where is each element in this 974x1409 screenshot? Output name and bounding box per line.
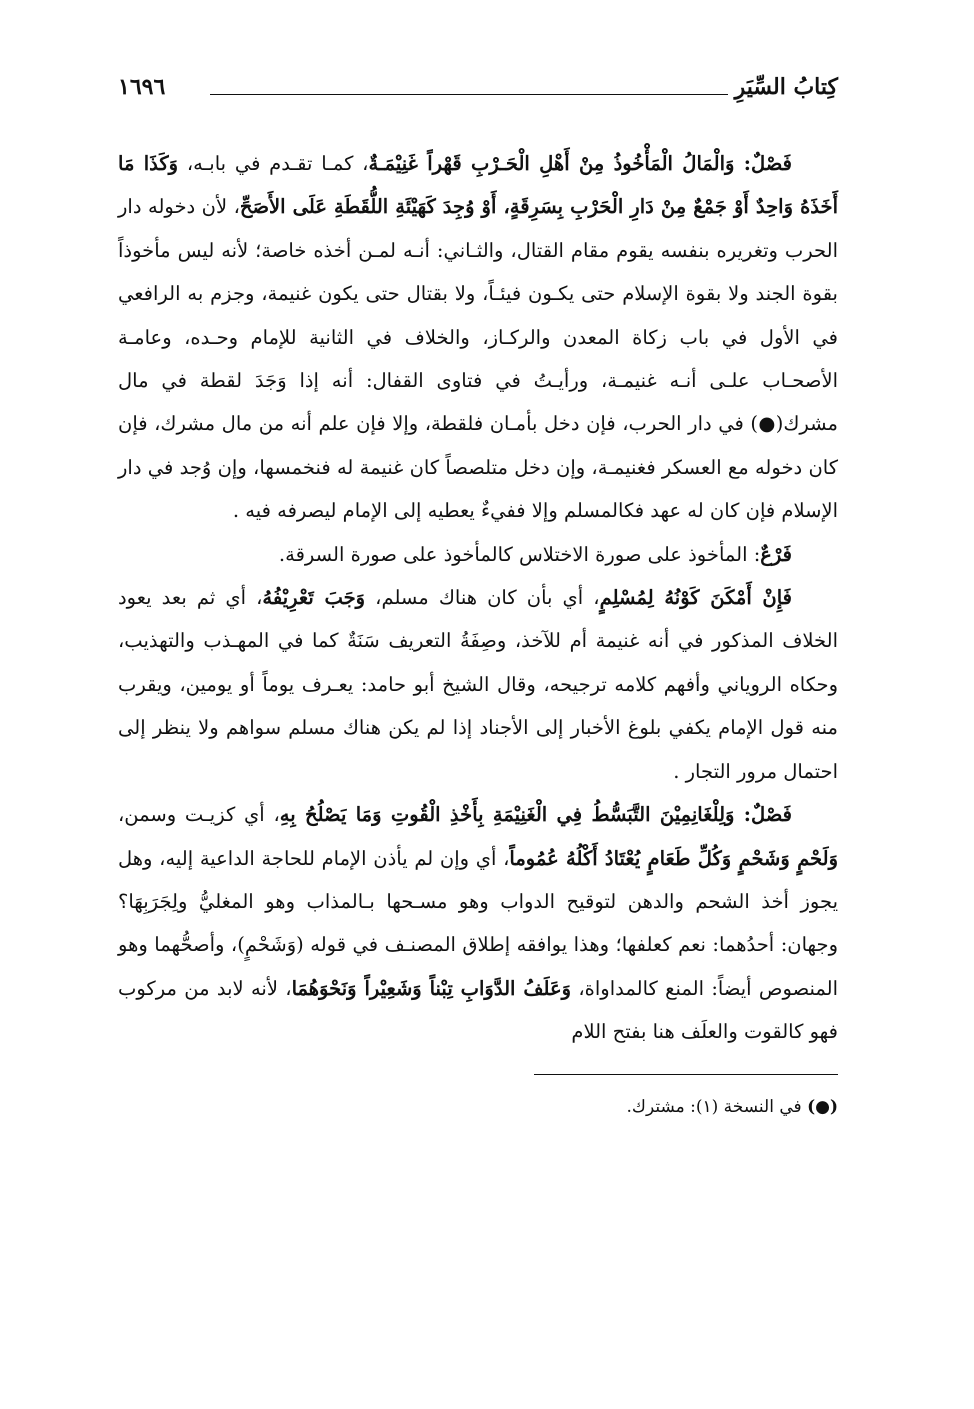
footnote bbox=[118, 1093, 838, 1121]
footnote-marker: (●) bbox=[807, 1096, 838, 1117]
running-header bbox=[118, 60, 838, 106]
bold-segment: فَصْلٌ: وَالْمَالُ الْمَأْخُوذُ مِنْ أَهْلِ الْحَـرْبِ قَهْراً غَنِيْمَـةٌ bbox=[368, 152, 792, 175]
text-segment: : المأخوذ على صورة الاختلاس كالمأخوذ على صورة السرقة. bbox=[278, 542, 761, 566]
bold-segment: وَجَبَ تَعْرِيْفُهُ bbox=[262, 586, 366, 610]
bold-segment: وَلَحْمٍ وَشَحْمٍ وَكُلِّ طَعَامٍ يُعْتَادُ أَكْلُهُ عُمُوماً bbox=[509, 846, 838, 870]
page-number: ١٦٩٦ bbox=[118, 74, 166, 100]
body-text bbox=[118, 142, 838, 1054]
footnote-rule bbox=[534, 1074, 838, 1075]
bold-segment: وَكَذَا مَا أَخَذَهُ وَاحِدٌ أَوْ جَمْعٌ مِنْ دَارِ الْحَرْبِ بِسَرِقَةٍ، أَوْ وُجِدَ كَهَيْئَةِ اللُّقَطَةِ عَلَى الأَصَحِّ bbox=[118, 152, 839, 219]
header-rule bbox=[210, 94, 728, 95]
bold-segment: فَصْلٌ: وَلِلْغَانِمِيْنَ التَّبَسُّطُ فِي الْغَنِيْمَةِ بِأَخْذِ الْقُوتِ وَمَا يَصْلُحُ بِهِ bbox=[279, 803, 792, 827]
book-title: كِتابُ السِّيَرِ bbox=[734, 74, 838, 100]
text-segment: ، كمـا تقـدم في بابـه، bbox=[178, 152, 369, 175]
footnote-text: في النسخة (١): مشترك. bbox=[626, 1096, 808, 1117]
paragraph-1 bbox=[118, 142, 838, 533]
bold-segment: وَعَلَفُ الدَّوَابِ تِبْناً وَشَعِيْراً وَنَحْوَهُمَا bbox=[291, 976, 572, 1000]
text-segment: ، لأنه لابد من مركوب فهو كالقوت والعلَف هنا بفتح اللام bbox=[118, 976, 838, 1044]
text-segment: ، أي وإن لم يأذن الإمام للحاجة الداعية إليه، وهل يجوز أخذ الشحم والدهن لتوقيح الدواب وهو مسـحها بـالمذاب وهو المغليُّ ولِجَرَبِهَا؟ وجهان: أحدُهما: نعم كعلفها؛ وهذا يوافقه إطلاق المصنـف في قوله (وَشَحْمٍ)، وأصحُّهما وهو المنصوص أيضاً: المنع كالمداواة، bbox=[118, 846, 838, 1000]
paragraph-3 bbox=[118, 576, 838, 793]
text-segment: ، أي كزيـت وسمن، bbox=[118, 803, 280, 827]
text-segment: ، لأن دخوله دار الحرب وتغريره بنفسه يقوم مقام القتال، والثـاني: أنـه لمـن أخذه خاصة؛ لأنه ليس مأخوذاً بقوة الجند ولا بقوة الإسلام حتى يكـون فيئـاً، ولا بقتال حتى يكون غنيمة، وجزم به الرافعي في الأول في باب زكاة المعدن والركـاز، والخلاف في الثانية للإمام وحـده، وعامـة الأصحـاب علـى أنـه غنيمـة، ورأيـتُ في فتاوى القفال: أنه إذا وَجَدَ لقطة في مال مشرك(●) في دار الحرب، فإن دخل بأمـان فلقطة، وإلا فإن علم أنه من مال مشرك، فإن كان دخوله مع العسكر فغنيمـة، وإن دخل متلصصاً كان غنيمة له فنخمسها، وإن وُجد في دار الإسلام فإن كان له عهد فكالمسلم وإلا ففيءٌ يعطيه إلى الإمام ليصرفه فيه . bbox=[118, 195, 838, 523]
book-page bbox=[118, 60, 838, 1390]
bold-segment: فَإِنْ أَمْكَنَ كَوْنُهُ لِمُسْلِمٍ bbox=[599, 586, 793, 610]
text-segment: ، أي بأن كان هناك مسلم، bbox=[365, 586, 600, 610]
bold-segment: فَرْعٌ bbox=[760, 542, 792, 566]
paragraph-2 bbox=[118, 533, 838, 576]
text-segment: ، أي ثم بعد يعود الخلاف المذكور في أنه غنيمة أم للآخذ، وصِفَةُ التعريف سَنَةٌ كما في المهـذب والتهذيب، وحكاه الروياني وأفهم كلامه ترجيحه، وقال الشيخ أبو حامد: يعـرف يوماً أو يومين، ويقرب منه قول الإمام يكفي بلوغ الأخبار إلى الأجناد إذا لم يكن هناك مسلم سواهم ولا ينظر إلى احتمال مرور التجار . bbox=[118, 586, 838, 783]
paragraph-4 bbox=[118, 793, 838, 1053]
